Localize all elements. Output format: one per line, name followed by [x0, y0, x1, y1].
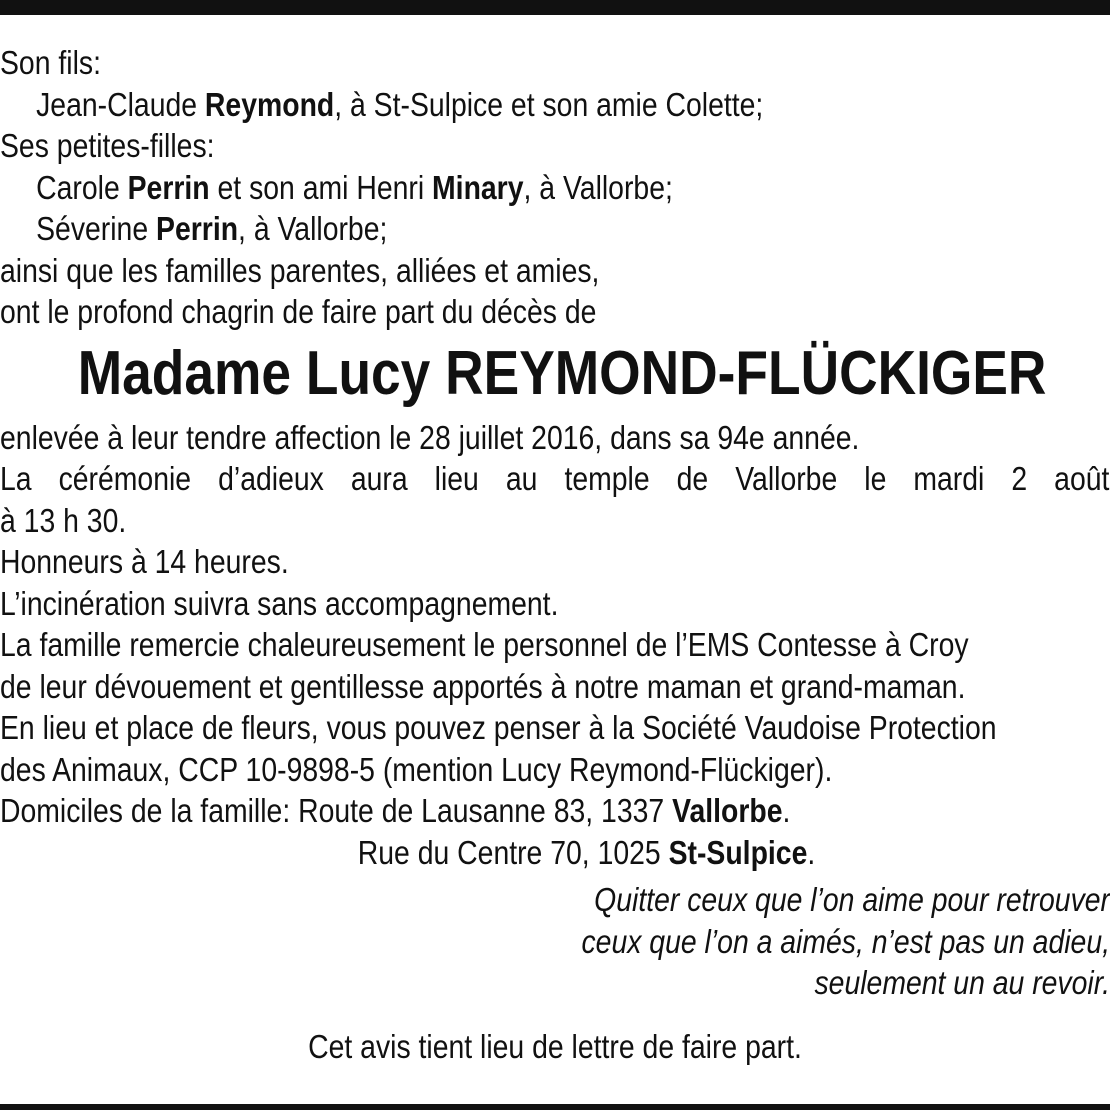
relatives-line: ainsi que les familles parentes, alliées et amies,: [0, 251, 600, 289]
son-surname: Reymond: [204, 85, 335, 123]
deceased-name: Madame Lucy REYMOND-FLÜCKIGER: [77, 338, 1047, 408]
epitaph: [0, 879, 1110, 1004]
address-line-1: Domiciles de la famille: Route de Lausanne 83, 1337 Vallorbe.: [0, 792, 791, 829]
granddaughters-heading: Ses petites-filles:: [0, 127, 215, 164]
epitaph-line-3: seulement un au revoir.: [814, 964, 1110, 1001]
bottom-rule: [0, 1104, 1110, 1110]
top-rule: [0, 0, 1110, 15]
honours-line: Honneurs à 14 heures.: [0, 543, 289, 580]
address-line-2: Rue du Centre 70, 1025 St-Sulpice.: [357, 833, 816, 871]
obituary-notice: [0, 42, 1110, 1067]
thanks-line-2: de leur dévouement et gentillesse apportés à notre maman et grand-maman.: [0, 667, 966, 705]
thanks-line-1: La famille remercie chaleureusement le personnel de l’EMS Contesse à Croy: [0, 626, 969, 663]
ceremony-time: à 13 h 30.: [0, 501, 127, 539]
epitaph-line-1: Quitter ceux que l’on aime pour retrouver: [594, 881, 1110, 918]
closing-line: Cet avis tient lieu de lettre de faire part.: [308, 1027, 802, 1065]
granddaughter-line-1: Carole Perrin et son ami Henri Minary, à Vallorbe;: [36, 168, 673, 206]
address-city-1: Vallorbe: [672, 792, 783, 829]
donation-line-1: En lieu et place de fleurs, vous pouvez penser à la Société Vaudoise Protection: [0, 709, 997, 746]
cremation-line: L’incinération suivra sans accompagnement.: [0, 584, 559, 622]
announcement-line: ont le profond chagrin de faire part du décès de: [0, 293, 597, 330]
passing-line: enlevée à leur tendre affection le 28 juillet 2016, dans sa 94e année.: [0, 418, 860, 456]
son-heading: Son fils:: [0, 44, 101, 81]
donation-line-2: des Animaux, CCP 10-9898-5 (mention Lucy Reymond-Flückiger).: [0, 750, 833, 788]
epitaph-line-2: ceux que l’on a aimés, n’est pas un adieu,: [581, 922, 1110, 960]
granddaughter-line-2: Séverine Perrin, à Vallorbe;: [36, 210, 388, 247]
son-line: Jean-Claude Reymond, à St-Sulpice et son amie Colette;: [36, 85, 764, 123]
address-label: Domiciles de la famille:: [0, 792, 299, 829]
ceremony-line: La cérémonie d’adieux aura lieu au temple de Vallorbe le mardi 2 août: [0, 460, 1110, 497]
address-city-2: St-Sulpice: [668, 833, 808, 871]
